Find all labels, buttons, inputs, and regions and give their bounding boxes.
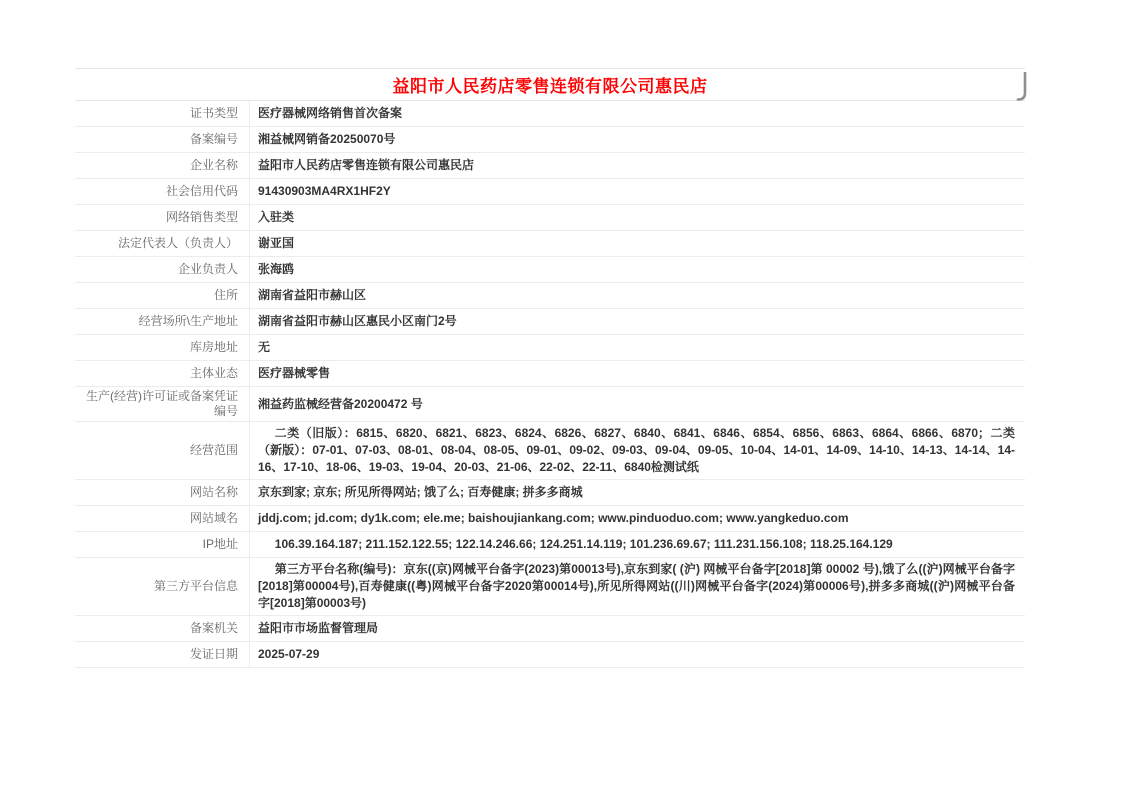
table-row bbox=[75, 616, 1025, 642]
table-row bbox=[75, 179, 1025, 205]
field-label: IP地址 bbox=[75, 532, 250, 557]
field-value: 湖南省益阳市赫山区 bbox=[258, 288, 367, 302]
field-label: 主体业态 bbox=[75, 361, 250, 386]
table-row bbox=[75, 257, 1025, 283]
field-value: 入驻类 bbox=[258, 210, 295, 224]
table-row bbox=[75, 205, 1025, 231]
field-label: 证书类型 bbox=[75, 101, 250, 126]
table-row bbox=[75, 422, 1025, 480]
certificate-sheet bbox=[75, 68, 1025, 668]
field-label: 企业负责人 bbox=[75, 257, 250, 282]
table-row bbox=[75, 309, 1025, 335]
field-label: 库房地址 bbox=[75, 335, 250, 360]
table-row bbox=[75, 642, 1025, 668]
field-value: 二类（旧版）：6815、6820、6821、6823、6824、6826、6827、6840、6841、6846、6854、6856、6863、6864、6866、6870；二类（新版）：07-01、07-03、08-01、08-04、08-05、09-01、09-02、09-03、09-04、09-05、10-04、14-01、14-09、14-10、14-13、14-14、14-16、17-10、18-06、19-03、19-04、20-03、21-06、22-02、22-11、6840检测试纸 bbox=[258, 426, 1015, 474]
field-value: 湘益药监械经营备20200472 号 bbox=[258, 396, 423, 411]
field-value: 106.39.164.187; 211.152.122.55; 122.14.246.66; 124.251.14.119; 101.236.69.67; 111.231.156.108; 118.25.164.129 bbox=[274, 537, 893, 551]
field-value: 谢亚国 bbox=[258, 236, 295, 250]
field-label: 网站名称 bbox=[75, 480, 250, 505]
page-title: 益阳市人民药店零售连锁有限公司惠民店 bbox=[392, 77, 708, 96]
field-value: 益阳市市场监督管理局 bbox=[258, 621, 379, 635]
field-label: 网络销售类型 bbox=[75, 205, 250, 230]
table-row bbox=[75, 231, 1025, 257]
field-value: 医疗器械网络销售首次备案 bbox=[258, 106, 403, 120]
field-value: 湘益械网销备20250070号 bbox=[258, 132, 396, 146]
field-value: 2025-07-29 bbox=[258, 647, 320, 661]
table-row bbox=[75, 153, 1025, 179]
certificate-table bbox=[75, 101, 1025, 668]
field-label: 发证日期 bbox=[75, 642, 250, 667]
field-value: 湖南省益阳市赫山区惠民小区南门2号 bbox=[258, 314, 457, 328]
field-label: 备案机关 bbox=[75, 616, 250, 641]
table-row bbox=[75, 101, 1025, 127]
field-label: 住所 bbox=[75, 283, 250, 308]
field-value: 张海鸥 bbox=[258, 262, 295, 276]
field-label: 生产(经营)许可证或备案凭证编号 bbox=[75, 387, 250, 421]
table-row bbox=[75, 506, 1025, 532]
field-label: 经营场所\生产地址 bbox=[75, 309, 250, 334]
field-value: 第三方平台名称(编号)：京东((京)网械平台备字(2023)第00013号),京东到家( (沪) 网械平台备字[2018]第 00002 号),饿了么((沪)网械平台备字[2018]第00004号),百寿健康((粤)网械平台备字2020第00014号),所见所得网站((川)网械平台备字(2024)第00006号),拼多多商城((沪)网械平台备字[2018]第00003号) bbox=[258, 562, 1015, 610]
table-row bbox=[75, 361, 1025, 387]
field-value: 益阳市人民药店零售连锁有限公司惠民店 bbox=[258, 158, 475, 172]
table-row bbox=[75, 283, 1025, 309]
field-label: 企业名称 bbox=[75, 153, 250, 178]
field-label: 社会信用代码 bbox=[75, 179, 250, 204]
field-label: 经营范围 bbox=[75, 422, 250, 479]
field-value: 京东到家; 京东; 所见所得网站; 饿了么; 百寿健康; 拼多多商城 bbox=[258, 485, 583, 499]
field-label: 法定代表人（负责人） bbox=[75, 231, 250, 256]
field-value: 医疗器械零售 bbox=[258, 366, 331, 380]
scrollbar-thumb[interactable] bbox=[1016, 72, 1028, 102]
table-row bbox=[75, 387, 1025, 422]
field-value: 无 bbox=[258, 340, 271, 354]
field-value: jddj.com; jd.com; dy1k.com; ele.me; baishoujiankang.com; www.pinduoduo.com; www.yangkeduo.com bbox=[258, 511, 849, 525]
field-label: 备案编号 bbox=[75, 127, 250, 152]
field-label: 第三方平台信息 bbox=[75, 558, 250, 615]
table-row bbox=[75, 558, 1025, 616]
field-label: 网站域名 bbox=[75, 506, 250, 531]
table-row bbox=[75, 480, 1025, 506]
table-row bbox=[75, 532, 1025, 558]
field-value: 91430903MA4RX1HF2Y bbox=[258, 184, 391, 198]
table-row bbox=[75, 335, 1025, 361]
certificate-header bbox=[75, 68, 1025, 101]
table-row bbox=[75, 127, 1025, 153]
